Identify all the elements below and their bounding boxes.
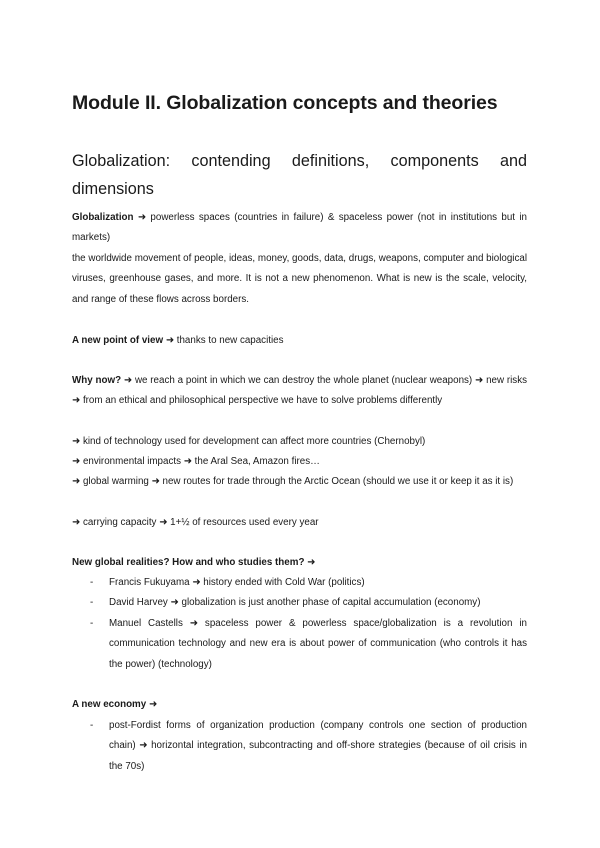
- economy-list-wrap: [72, 716, 527, 777]
- arrow-icon: ➜: [159, 517, 168, 528]
- author-claim: globalization is just another phase of capital accumulation (economy): [181, 597, 481, 609]
- why-now-item-detail: new routes for trade through the Arctic Ocean (should we use it or keep it as it is): [162, 476, 514, 487]
- author-claim: spaceless power & powerless space/globalization is a revolution in communication technology and new era is about power of communication (who controls it has the power) (technology): [109, 617, 527, 670]
- why-now-item-detail: 1+½ of resources used every year: [170, 517, 319, 528]
- arrow-icon: ➜: [148, 699, 158, 710]
- author-claim: history ended with Cold War (politics): [203, 577, 365, 588]
- page-title: Module II. Globalization concepts and theories: [72, 92, 498, 114]
- arrow-icon: ➜: [192, 577, 201, 588]
- dash-bullet: -: [90, 617, 94, 629]
- list-item: [72, 573, 527, 593]
- arrow-icon: ➜: [189, 617, 199, 629]
- why-now-text: we reach a point in which we can destroy the whole planet (nuclear weapons): [134, 375, 473, 386]
- list-item: [72, 593, 527, 613]
- why-now-heading: Why now?: [72, 375, 122, 386]
- why-now-text-3: from an ethical and philosophical perspective we have to solve problems differently: [82, 395, 443, 407]
- economy-item-text: post-Fordist forms of organization production (company controls one section of production chain): [109, 720, 527, 752]
- globalization-definition-text: powerless spaces (countries in failure) & spaceless power (not in institutions but in markets): [72, 212, 527, 244]
- economy-item-detail: horizontal integration, subcontracting and off-shore strategies (because of oil crisis in the 70s): [109, 740, 527, 772]
- author-name: David Harvey: [109, 597, 168, 609]
- arrow-icon: ➜: [137, 212, 147, 223]
- why-now-item: [72, 472, 527, 492]
- arrow-icon: ➜: [72, 456, 81, 467]
- arrow-icon: ➜: [475, 375, 484, 386]
- author-name: Manuel Castells: [109, 617, 183, 629]
- arrow-icon: ➜: [72, 476, 81, 487]
- why-now-item: [72, 432, 527, 452]
- economy-heading: A new economy: [72, 699, 147, 710]
- section-heading: Globalization: contending definitions, components and dimensions: [72, 152, 527, 198]
- why-now-item: [72, 452, 527, 472]
- why-now-text-2: new risks: [486, 375, 527, 386]
- economy-list: [72, 716, 527, 777]
- economy-heading-line: [72, 695, 527, 715]
- arrow-icon: ➜: [72, 517, 81, 528]
- list-item: [72, 614, 527, 675]
- why-now-item-text: kind of technology used for development can affect more countries (Chernobyl): [82, 436, 426, 447]
- globalization-term: Globalization: [72, 212, 134, 223]
- new-point-heading: A new point of view: [72, 335, 164, 346]
- new-point-text: thanks to new capacities: [176, 335, 284, 346]
- why-now-paragraph: [72, 371, 527, 412]
- list-item: [72, 716, 527, 777]
- arrow-icon: ➜: [123, 375, 133, 386]
- new-point-of-view: [72, 331, 527, 351]
- why-now-item-text: global warming: [82, 476, 149, 487]
- arrow-icon: ➜: [151, 476, 160, 487]
- why-now-item-text: environmental impacts: [82, 456, 181, 467]
- arrow-icon: ➜: [170, 597, 179, 609]
- realities-list-wrap: [72, 573, 527, 675]
- why-now-item-detail: the Aral Sea, Amazon fires…: [194, 456, 320, 467]
- arrow-icon: ➜: [165, 335, 175, 346]
- author-name: Francis Fukuyama: [109, 577, 190, 588]
- realities-heading: New global realities? How and who studies them?: [72, 557, 305, 568]
- arrow-icon: ➜: [72, 395, 81, 407]
- arrow-icon: ➜: [183, 456, 192, 467]
- dash-bullet: -: [90, 720, 94, 731]
- dash-bullet: -: [90, 577, 94, 588]
- globalization-description: the worldwide movement of people, ideas, money, goods, data, drugs, weapons, computer and biological viruses, greenhouse gases, and more. It is not a new phenomenon. What is new is the scale, velocity, and range of these flows across borders.: [72, 253, 527, 305]
- why-now-item: [72, 513, 527, 533]
- why-now-item-text: carrying capacity: [82, 517, 157, 528]
- dash-bullet: -: [90, 597, 94, 609]
- realities-list: [72, 573, 527, 675]
- globalization-definition: [72, 208, 527, 249]
- arrow-icon: ➜: [72, 436, 81, 447]
- arrow-icon: ➜: [139, 740, 148, 752]
- arrow-icon: ➜: [307, 557, 316, 568]
- realities-heading-line: [72, 553, 527, 573]
